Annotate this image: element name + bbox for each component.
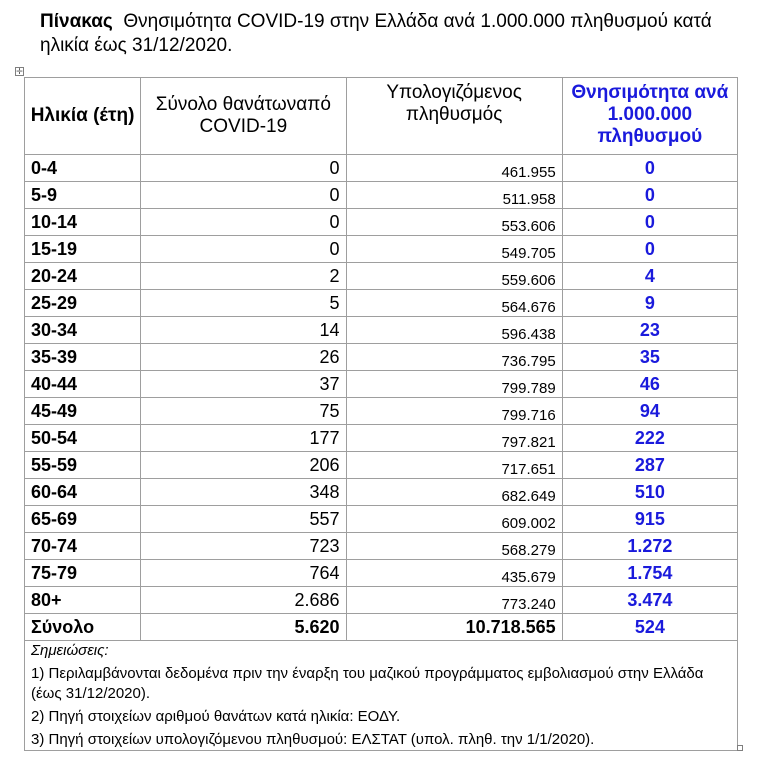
cell-rate: 287 bbox=[562, 452, 737, 479]
cell-population: 736.795 bbox=[346, 344, 562, 371]
cell-age: 0-4 bbox=[25, 155, 141, 182]
cell-population: 682.649 bbox=[346, 479, 562, 506]
cell-rate: 9 bbox=[562, 290, 737, 317]
table-row bbox=[25, 263, 738, 290]
cell-age: 35-39 bbox=[25, 344, 141, 371]
cell-population: 799.789 bbox=[346, 371, 562, 398]
total-population: 10.718.565 bbox=[346, 614, 562, 641]
cell-population: 717.651 bbox=[346, 452, 562, 479]
cell-age: 65-69 bbox=[25, 506, 141, 533]
cell-deaths: 0 bbox=[141, 209, 346, 236]
cell-rate: 23 bbox=[562, 317, 737, 344]
table-row bbox=[25, 560, 738, 587]
cell-population: 553.606 bbox=[346, 209, 562, 236]
header-deaths: Σύνολο θανάτωναπό COVID-19 bbox=[141, 78, 346, 155]
table-row bbox=[25, 155, 738, 182]
total-label: Σύνολο bbox=[25, 614, 141, 641]
table-row bbox=[25, 317, 738, 344]
cell-population: 511.958 bbox=[346, 182, 562, 209]
table-row bbox=[25, 371, 738, 398]
cell-age: 30-34 bbox=[25, 317, 141, 344]
note-item: 3) Πηγή στοιχείων υπολογιζόμενου πληθυσμού: ΕΛΣΤΑΤ (υπολ. πληθ. την 1/1/2020). bbox=[31, 731, 595, 748]
cell-population: 564.676 bbox=[346, 290, 562, 317]
cell-age: 10-14 bbox=[25, 209, 141, 236]
cell-age: 40-44 bbox=[25, 371, 141, 398]
cell-deaths: 0 bbox=[141, 236, 346, 263]
cell-population: 549.705 bbox=[346, 236, 562, 263]
table-move-icon[interactable]: ✛ bbox=[16, 67, 23, 76]
cell-rate: 0 bbox=[562, 182, 737, 209]
cell-rate: 94 bbox=[562, 398, 737, 425]
cell-rate: 1.272 bbox=[562, 533, 737, 560]
cell-deaths: 177 bbox=[141, 425, 346, 452]
header-population: Υπολογιζόμενος πληθυσμός bbox=[346, 78, 562, 155]
cell-rate: 4 bbox=[562, 263, 737, 290]
cell-rate: 46 bbox=[562, 371, 737, 398]
cell-rate: 0 bbox=[562, 236, 737, 263]
cell-deaths: 764 bbox=[141, 560, 346, 587]
cell-age: 25-29 bbox=[25, 290, 141, 317]
cell-age: 15-19 bbox=[25, 236, 141, 263]
cell-deaths: 2 bbox=[141, 263, 346, 290]
cell-rate: 222 bbox=[562, 425, 737, 452]
table-row bbox=[25, 452, 738, 479]
cell-deaths: 37 bbox=[141, 371, 346, 398]
cell-deaths: 5 bbox=[141, 290, 346, 317]
cell-rate: 1.754 bbox=[562, 560, 737, 587]
cell-rate: 3.474 bbox=[562, 587, 737, 614]
header-rate: Θνησιμότητα ανά 1.000.000 πληθυσμού bbox=[562, 78, 737, 155]
table-resize-icon[interactable] bbox=[737, 745, 743, 751]
cell-rate: 35 bbox=[562, 344, 737, 371]
table-row bbox=[25, 398, 738, 425]
cell-rate: 915 bbox=[562, 506, 737, 533]
cell-deaths: 14 bbox=[141, 317, 346, 344]
cell-age: 55-59 bbox=[25, 452, 141, 479]
cell-deaths: 557 bbox=[141, 506, 346, 533]
note-item: 1) Περιλαμβάνονται δεδομένα πριν την έναρξη του μαζικού προγράμματος εμβολιασμού στην Ελλάδα (έως 31/12/2020). bbox=[31, 665, 704, 702]
cell-population: 773.240 bbox=[346, 587, 562, 614]
table-row bbox=[25, 236, 738, 263]
cell-deaths: 723 bbox=[141, 533, 346, 560]
title-label: Πίνακας bbox=[40, 11, 113, 32]
cell-age: 60-64 bbox=[25, 479, 141, 506]
table-row bbox=[25, 209, 738, 236]
cell-age: 70-74 bbox=[25, 533, 141, 560]
table-header-row bbox=[25, 78, 738, 155]
cell-age: 5-9 bbox=[25, 182, 141, 209]
cell-population: 799.716 bbox=[346, 398, 562, 425]
note-item: 2) Πηγή στοιχείων αριθμού θανάτων κατά ηλικία: ΕΟΔΥ. bbox=[31, 708, 401, 725]
cell-age: 80+ bbox=[25, 587, 141, 614]
total-rate: 524 bbox=[562, 614, 737, 641]
table-row bbox=[25, 182, 738, 209]
total-deaths: 5.620 bbox=[141, 614, 346, 641]
table-row bbox=[25, 425, 738, 452]
cell-population: 559.606 bbox=[346, 263, 562, 290]
total-row bbox=[25, 614, 738, 641]
cell-age: 50-54 bbox=[25, 425, 141, 452]
table-row bbox=[25, 506, 738, 533]
cell-deaths: 0 bbox=[141, 155, 346, 182]
cell-population: 461.955 bbox=[346, 155, 562, 182]
cell-age: 75-79 bbox=[25, 560, 141, 587]
notes-cell bbox=[25, 641, 738, 751]
cell-population: 568.279 bbox=[346, 533, 562, 560]
document-title bbox=[40, 10, 755, 58]
table-row bbox=[25, 587, 738, 614]
cell-age: 45-49 bbox=[25, 398, 141, 425]
cell-rate: 0 bbox=[562, 209, 737, 236]
cell-rate: 0 bbox=[562, 155, 737, 182]
table-row bbox=[25, 479, 738, 506]
cell-population: 797.821 bbox=[346, 425, 562, 452]
cell-population: 435.679 bbox=[346, 560, 562, 587]
table-row bbox=[25, 290, 738, 317]
cell-deaths: 2.686 bbox=[141, 587, 346, 614]
table-row bbox=[25, 344, 738, 371]
mortality-table bbox=[24, 77, 738, 751]
cell-rate: 510 bbox=[562, 479, 737, 506]
cell-deaths: 206 bbox=[141, 452, 346, 479]
cell-age: 20-24 bbox=[25, 263, 141, 290]
header-age: Ηλικία (έτη) bbox=[25, 78, 141, 155]
cell-population: 609.002 bbox=[346, 506, 562, 533]
cell-deaths: 348 bbox=[141, 479, 346, 506]
notes-heading: Σημειώσεις: bbox=[31, 642, 109, 659]
cell-deaths: 26 bbox=[141, 344, 346, 371]
cell-deaths: 75 bbox=[141, 398, 346, 425]
cell-population: 596.438 bbox=[346, 317, 562, 344]
notes-row bbox=[25, 641, 738, 751]
table-row bbox=[25, 533, 738, 560]
cell-deaths: 0 bbox=[141, 182, 346, 209]
title-text: Θνησιμότητα COVID-19 στην Ελλάδα ανά 1.000.000 πληθυσμού κατά ηλικία έως 31/12/2020. bbox=[40, 11, 712, 56]
